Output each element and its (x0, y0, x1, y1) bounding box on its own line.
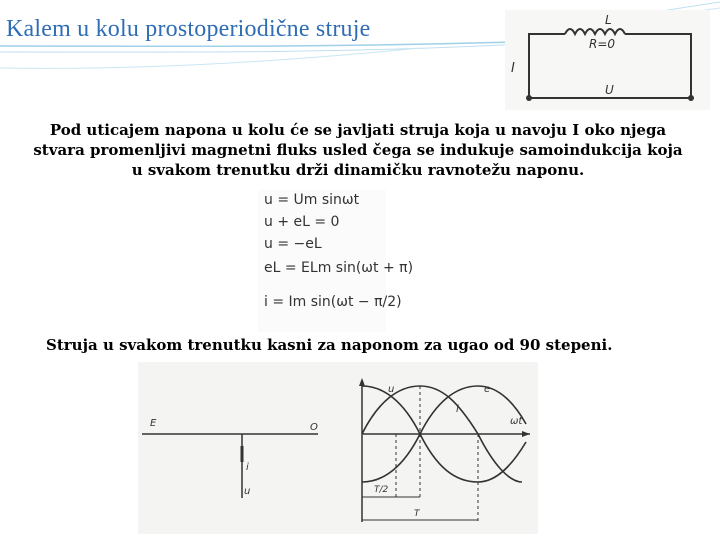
formula-block (258, 190, 414, 332)
curve-label-i: i (456, 404, 459, 415)
curve-label-e: e (484, 384, 491, 395)
inductor-label: L (605, 13, 612, 27)
paragraph-phase-lag: Struja u svakom trenutku kasni za naponom za ugao od 90 stepeni. (46, 336, 613, 354)
waveform-graph (138, 362, 538, 534)
formula-line: u = −eL (264, 236, 322, 252)
curve-label-u: u (388, 384, 395, 395)
resistance-label: R=0 (589, 37, 616, 51)
current-label: I (511, 61, 515, 76)
paragraph-selfinduction: Pod uticajem napona u kolu će se javljati struja koja u navoju I oko njega stvara promenljivi magnetni fluks usled čega se indukuje samoindukcija koja u svakom trenutku drži dinamičku ravnotežu naponu. (33, 121, 683, 179)
formula-line: u + eL = 0 (264, 214, 340, 230)
title-decor-lines (0, 40, 520, 80)
label-i: i (246, 462, 249, 473)
voltage-label: U (605, 83, 614, 97)
circuit-diagram (505, 10, 710, 110)
half-period-label: T/2 (374, 485, 389, 495)
formula-line: eL = ELm sin(ωt + π) (264, 260, 414, 276)
formula-line: i = Im sin(ωt − π/2) (264, 294, 402, 310)
label-e: E (150, 418, 157, 429)
label-o: O (310, 422, 318, 433)
slide-title: Kalem u kolu prostoperiodične struje (6, 16, 371, 42)
period-label: T (414, 509, 420, 519)
formula-line: u = Um sinωt (264, 192, 360, 208)
axis-x-label: ωt (510, 416, 523, 427)
label-u: u (244, 486, 251, 497)
